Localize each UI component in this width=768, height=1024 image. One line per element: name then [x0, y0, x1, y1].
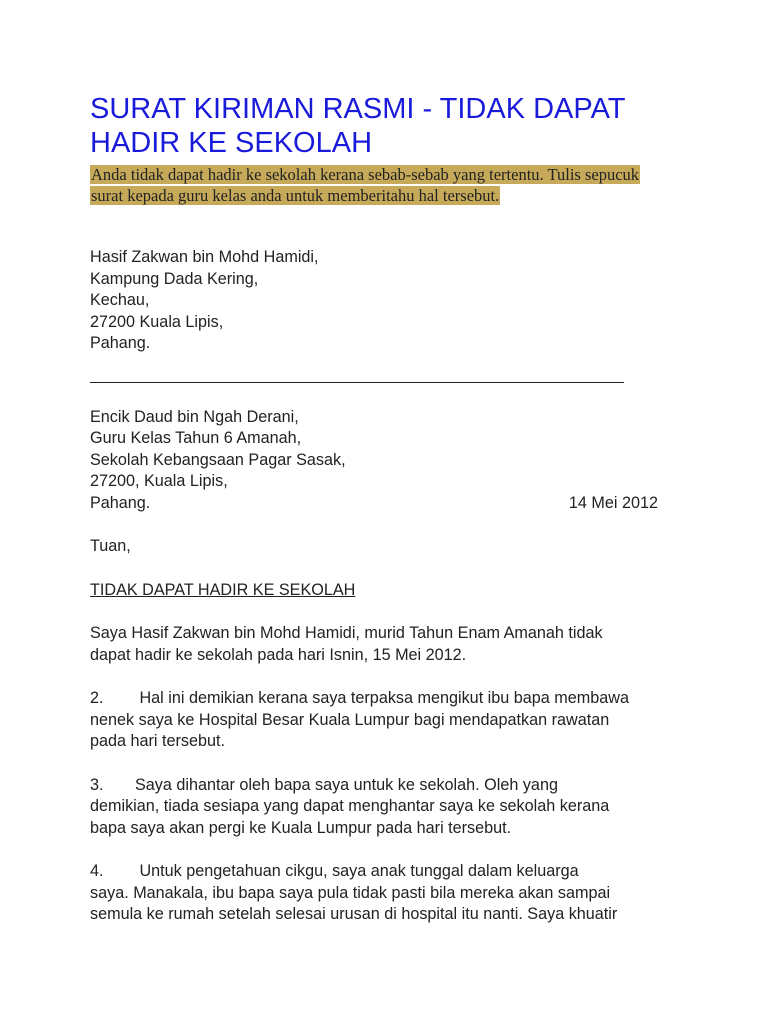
paragraph-4 — [90, 861, 680, 926]
paragraph-line: bapa saya akan pergi ke Kuala Lumpur pada hari tersebut. — [90, 818, 512, 837]
sender-address-line: Pahang. — [90, 334, 151, 352]
recipient-address-line: Guru Kelas Tahun 6 Amanah, — [90, 429, 302, 447]
document-title — [90, 92, 680, 160]
paragraph-line: saya. Manakala, ibu bapa saya pula tidak pasti bila mereka akan sampai — [90, 883, 611, 902]
instruction-line: surat kepada guru kelas anda untuk memberitahu hal tersebut. — [91, 186, 500, 205]
paragraph-line: 3. Saya dihantar oleh bapa saya untuk ke sekolah. Oleh yang — [90, 775, 558, 794]
letter-date: 14 Mei 2012 — [568, 493, 658, 512]
paragraph-line: pada hari tersebut. — [90, 732, 225, 750]
recipient-address-line: Encik Daud bin Ngah Derani, — [90, 407, 299, 426]
paragraph-2 — [90, 688, 680, 753]
letter-subject: TIDAK DAPAT HADIR KE SEKOLAH — [90, 580, 356, 599]
paragraph-line: Saya Hasif Zakwan bin Mohd Hamidi, murid Tahun Enam Amanah tidak — [90, 624, 603, 642]
instruction-line: Anda tidak dapat hadir ke sekolah kerana sebab-sebab yang tertentu. Tulis sepucuk — [91, 165, 640, 184]
paragraph-line: semula ke rumah setelah selesai urusan di hospital itu nanti. Saya khuatir — [90, 905, 618, 923]
document-page — [90, 92, 680, 926]
recipient-address-line: 27200, Kuala Lipis, — [90, 472, 228, 490]
salutation: Tuan, — [90, 537, 131, 555]
sender-address-line: Kampung Dada Kering, — [90, 269, 259, 288]
title-line: HADIR KE SEKOLAH — [90, 127, 373, 159]
paragraph-line: dapat hadir ke sekolah pada hari Isnin, 15 Mei 2012. — [90, 645, 467, 664]
paragraph-3 — [90, 775, 680, 840]
title-line: SURAT KIRIMAN RASMI - TIDAK DAPAT — [90, 93, 626, 125]
paragraph-line: demikian, tiada sesiapa yang dapat menghantar saya ke sekolah kerana — [90, 797, 610, 815]
recipient-address-line: Pahang. — [90, 493, 151, 512]
recipient-address — [90, 407, 680, 515]
sender-address-line: Hasif Zakwan bin Mohd Hamidi, — [90, 248, 319, 266]
paragraph-line: nenek saya ke Hospital Besar Kuala Lumpur bagi mendapatkan rawatan — [90, 710, 610, 729]
paragraph-1 — [90, 623, 680, 666]
paragraph-line: 4. Untuk pengetahuan cikgu, saya anak tunggal dalam keluarga — [90, 862, 579, 880]
sender-address — [90, 247, 680, 355]
paragraph-line: 2. Hal ini demikian kerana saya terpaksa mengikut ibu bapa membawa — [90, 689, 629, 707]
sender-address-line: 27200 Kuala Lipis, — [90, 312, 224, 331]
separator-line: ____________________________________________________________ — [90, 366, 624, 384]
sender-address-line: Kechau, — [90, 291, 150, 309]
recipient-address-line: Sekolah Kebangsaan Pagar Sasak, — [90, 450, 346, 469]
instruction-text — [90, 164, 680, 206]
